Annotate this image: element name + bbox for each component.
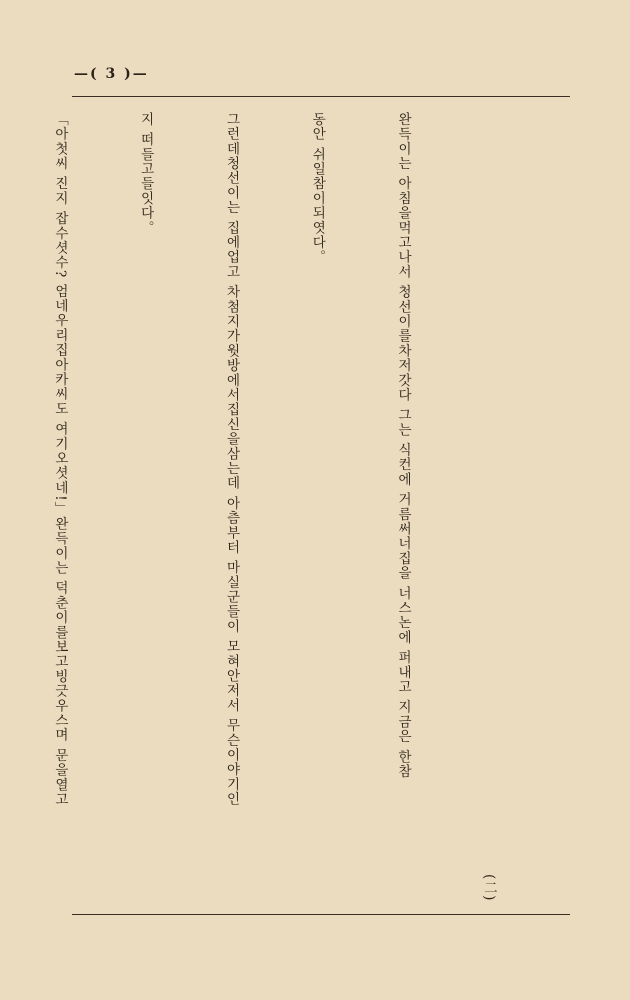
text-line: 「아첫씨 진지 잡수셧수? 엄네우리집아카씨도 여기오셧네!」완득이는 덕춘이를보고빙긋우스며 문을열고 [51, 112, 68, 807]
body-text [0, 112, 560, 902]
text-line: 그런데청선이는 집에업고 차첨지가웟방에서집신을삼는데 아츰부터 마실군들이 모혀안저서 무슨이야기인 [223, 112, 240, 807]
text-line: 완득이는 아침을먹고나서 청선이를차저갓다 그는 식컨에 거름써너집을 너스논에 퍼내고 지금은 한참 [395, 112, 412, 779]
top-rule [72, 96, 570, 97]
section-heading: (二) [480, 874, 497, 902]
bottom-rule [72, 914, 570, 915]
page-number: —( 3 )— [74, 66, 149, 82]
text-line: 지 떠들고들잇다。 [137, 112, 154, 236]
text-line: 동안 쉬일참이되엿다。 [309, 112, 326, 265]
